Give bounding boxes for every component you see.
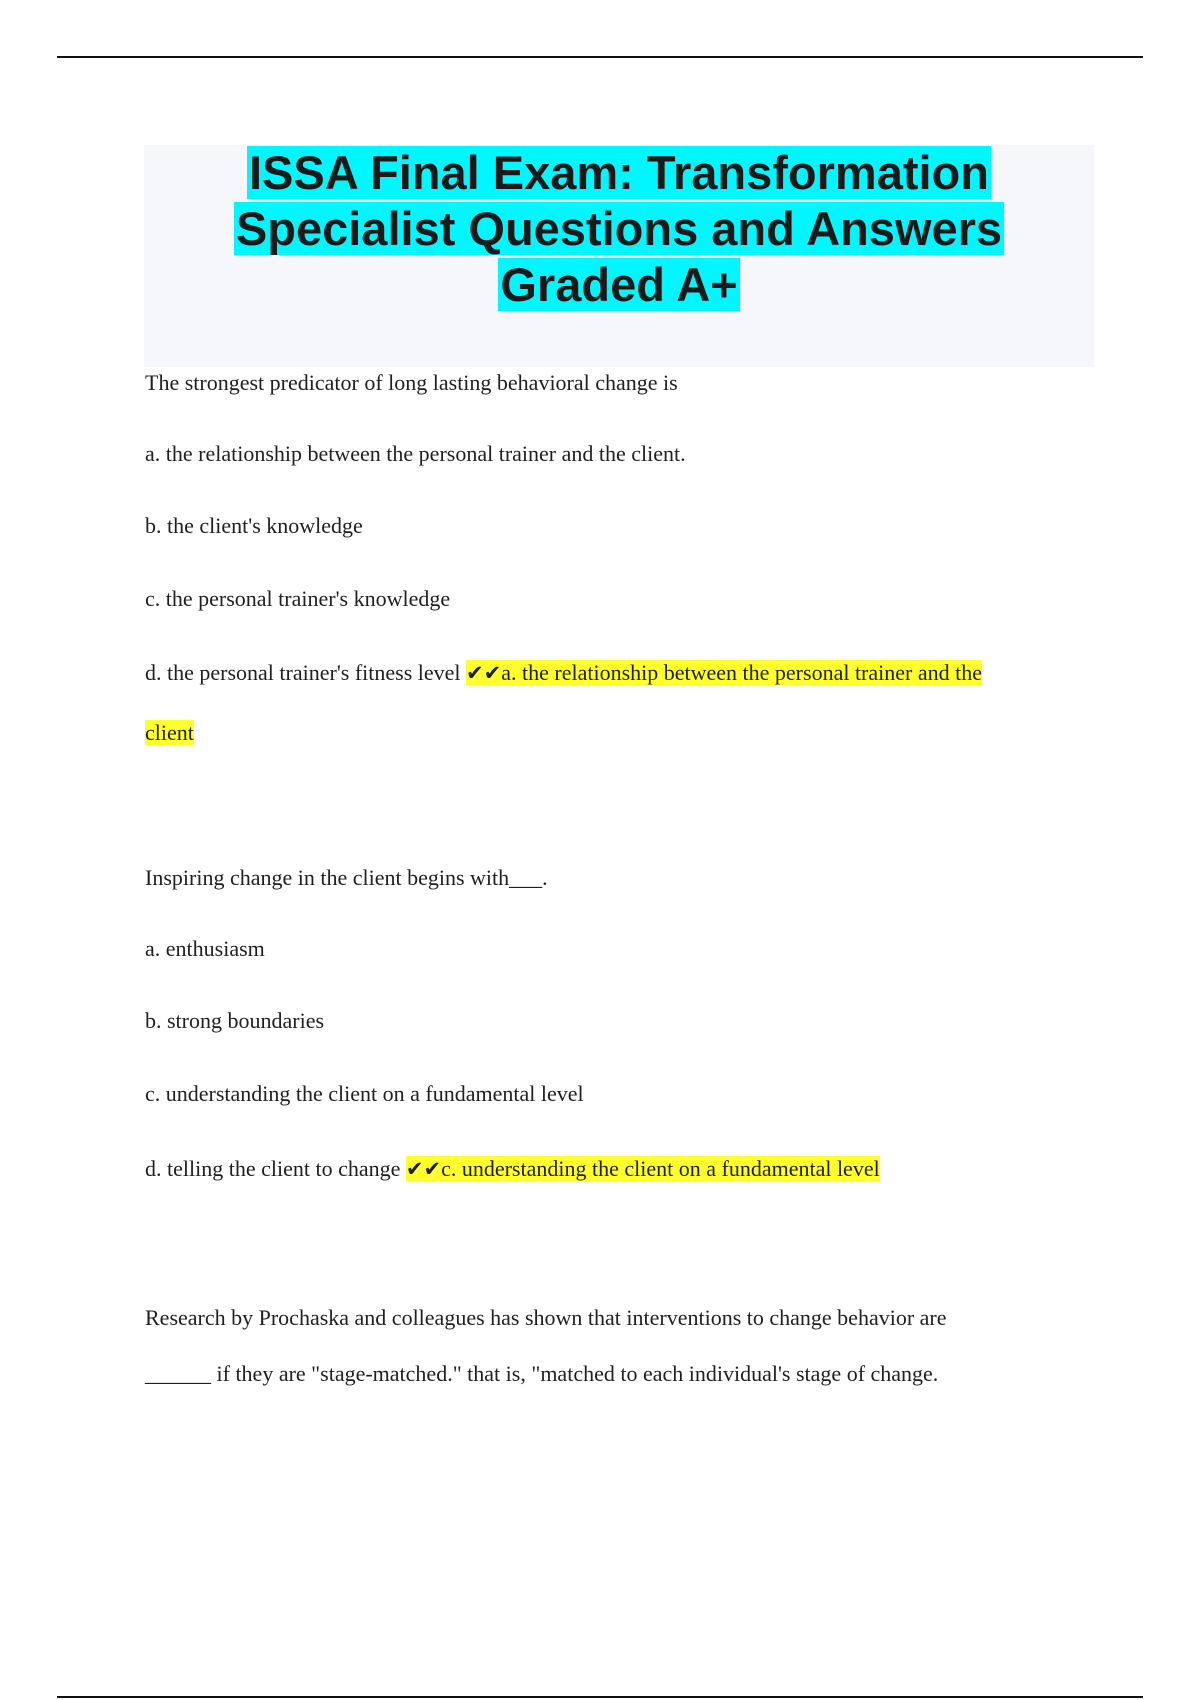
question-1-stem: The strongest predicator of long lasting behavioral change is [145, 370, 678, 395]
question-1-answer-text: a. the relationship between the personal trainer and the [501, 660, 982, 685]
check-mark-icon: ✔✔ [405, 1157, 442, 1181]
question-1-option-d: d. the personal trainer's fitness level [145, 660, 461, 685]
footer-rule [57, 1696, 1143, 1698]
question-1-option-a: a. the relationship between the personal trainer and the client. [145, 441, 686, 466]
question-2-answer [406, 1156, 880, 1181]
question-2-answer-text: c. understanding the client on a fundamental level [441, 1156, 880, 1181]
check-mark-icon: ✔✔ [466, 661, 502, 685]
question-2-option-c: c. understanding the client on a fundamental level [145, 1081, 584, 1106]
question-2-stem: Inspiring change in the client begins with___. [145, 865, 548, 890]
header-rule [57, 56, 1143, 58]
title-line-3: Graded A+ [500, 258, 738, 311]
question-2-option-b: b. strong boundaries [145, 1008, 325, 1033]
question-1-option-d-line [145, 659, 982, 687]
document-title [144, 145, 1094, 313]
question-2-option-a: a. enthusiasm [145, 936, 265, 961]
question-1-answer-continued: client [145, 720, 194, 745]
question-3-stem-line-2: ______ if they are "stage-matched." that is, "matched to each individual's stage of change. [145, 1361, 939, 1386]
question-1-option-c: c. the personal trainer's knowledge [145, 586, 451, 611]
title-line-1: ISSA Final Exam: Transformation [249, 146, 989, 199]
question-1-answer [466, 660, 982, 685]
question-3-stem-line-1: Research by Prochaska and colleagues has shown that interventions to change behavior are [145, 1305, 947, 1330]
question-1-answer-continued-line [145, 719, 194, 747]
title-line-2: Specialist Questions and Answers [235, 202, 1003, 255]
question-2-option-d-line [145, 1155, 880, 1183]
question-2-option-d: d. telling the client to change [145, 1156, 401, 1181]
question-1-option-b: b. the client's knowledge [145, 513, 363, 538]
